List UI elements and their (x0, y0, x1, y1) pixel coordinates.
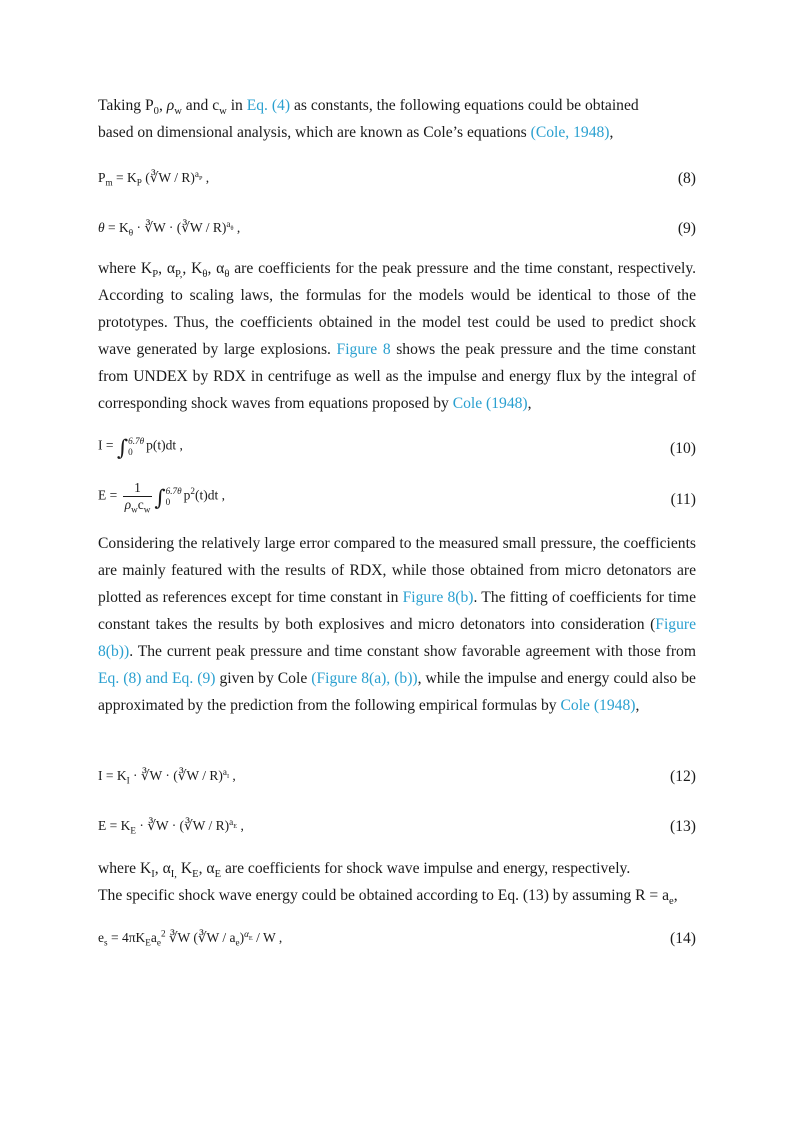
equation-body (98, 818, 244, 834)
paragraph-impulse-energy (98, 855, 696, 909)
text: are coefficients for shock wave impulse and energy, respectively. (221, 860, 631, 877)
text: c (137, 497, 144, 512)
text: P (136, 177, 142, 188)
text: E (130, 825, 136, 836)
text: θ (128, 227, 134, 238)
text: P (152, 269, 159, 281)
text: I, (170, 869, 177, 881)
equation-number: (12) (670, 768, 696, 785)
text: E (248, 934, 253, 942)
text: P (198, 174, 203, 182)
text: = K (116, 170, 137, 185)
text: E = (98, 487, 121, 503)
equation-number: (14) (670, 930, 696, 947)
text: 0 (153, 106, 159, 118)
text: The specific shock wave energy could be obtained according to Eq. (13) by assuming R = a (98, 887, 670, 904)
equation-10 (98, 436, 696, 470)
text: θ (98, 220, 105, 235)
text: m (105, 177, 113, 188)
equation-8 (98, 170, 696, 204)
text: E (145, 937, 151, 948)
text: e (156, 937, 161, 948)
text: , (527, 395, 532, 412)
text: in (226, 97, 247, 114)
text: , (237, 818, 244, 833)
text: a (150, 930, 157, 945)
text: wave generated by large explosions. (98, 341, 337, 358)
text: coefficients are mainly featured with the results of RDX, while those obtained from micro (98, 535, 696, 579)
equation-13 (98, 818, 696, 852)
text: , (609, 124, 614, 141)
text: , (202, 170, 210, 185)
text: E = K (98, 818, 131, 833)
text: E (233, 822, 238, 830)
text: e (669, 896, 674, 908)
text: as constants, the following equations could be obtained (290, 97, 639, 114)
text: p(t)dt , (146, 437, 183, 453)
paragraph-coefficients (98, 255, 696, 417)
text: where K (98, 860, 152, 877)
paragraph-intro (98, 92, 696, 146)
text: detonators are plotted as references except for time constant in (98, 562, 696, 606)
equation-body (98, 768, 236, 784)
equation-body (98, 436, 183, 461)
text: , K (182, 260, 203, 277)
text: shows the peak pressure and the time constant (390, 341, 696, 358)
text: agreement with those from (525, 643, 696, 660)
text: w (219, 106, 227, 118)
text: 6.7θ (128, 436, 145, 447)
equation-body (98, 170, 209, 186)
eq8-eq9-link[interactable]: Eq. (8) and Eq. (9) (98, 670, 216, 687)
text: 0 (165, 496, 171, 507)
equation-12 (98, 768, 696, 802)
text: , α (154, 860, 171, 877)
text: θ (202, 269, 208, 281)
text: and c (181, 97, 220, 114)
integral-sign: ∫ (154, 485, 166, 511)
text: Considering the relatively large error compared to the measured small pressure, the (98, 535, 620, 552)
integral-limits (128, 436, 144, 456)
text: ρ (166, 97, 175, 114)
text: P, (175, 269, 183, 281)
text: , (673, 887, 678, 904)
equation-14 (98, 930, 696, 964)
text: · ∛W · (∛W / R) (135, 818, 230, 833)
text: ) (239, 930, 245, 945)
text: Taking P (98, 97, 154, 114)
text: According to scaling laws, the formulas for the models would be identical to those of the (98, 287, 696, 304)
text: w (174, 106, 182, 118)
integral-limits (166, 486, 182, 506)
text: I (226, 772, 230, 780)
equation-11 (98, 480, 696, 524)
text: E (192, 869, 199, 881)
equation-body (98, 480, 225, 513)
text: a (226, 218, 231, 229)
paragraph-considering (98, 530, 696, 719)
equation-9 (98, 220, 696, 254)
text: , (158, 97, 167, 114)
text: 2 (190, 486, 195, 497)
text: based on dimensional analysis, which are known as Cole’s equations (98, 124, 531, 141)
equation-number: (10) (670, 440, 696, 457)
text: , while the (417, 670, 484, 687)
text: 2 (160, 928, 166, 939)
text: 1 (123, 480, 153, 497)
text: I (126, 775, 130, 786)
text: a (229, 816, 234, 827)
text: · ∛W · (∛W / R) (136, 220, 227, 235)
text: = 4πK (107, 930, 146, 945)
text: , (229, 768, 236, 783)
text: α (244, 928, 249, 939)
text: corresponding shock waves from equations proposed by (98, 395, 453, 412)
figure-8b-link[interactable]: Figure 8(b)) (98, 616, 696, 660)
text: p (183, 487, 191, 503)
text: / W , (252, 930, 283, 945)
figure-8ab-link[interactable]: (Figure 8(a), (b)) (311, 670, 418, 687)
text: w (143, 504, 151, 515)
text: θ (230, 224, 234, 232)
text: E (214, 869, 222, 881)
equation-number: (9) (677, 220, 696, 237)
text: a (194, 168, 199, 179)
text: . The fitting of (473, 589, 566, 606)
text: θ (224, 269, 230, 281)
eq4-link[interactable]: Eq. (4) (246, 97, 291, 114)
text: I = (98, 437, 117, 453)
text: consideration ( (560, 616, 656, 633)
text: = K (108, 220, 129, 235)
text: e (98, 930, 104, 945)
text: , (233, 220, 241, 235)
text: e (235, 937, 240, 948)
text: empirical formulas by (418, 697, 561, 714)
cole-1948-link[interactable]: Cole (1948) (560, 697, 636, 714)
text: impulse and energy could also be approximated by the prediction from the following (98, 670, 696, 714)
text: I (151, 869, 155, 881)
fraction (123, 480, 153, 513)
cole-1948-link[interactable]: (Cole, 1948) (530, 124, 610, 141)
text: given by Cole (215, 670, 312, 687)
text: ρ (124, 497, 132, 512)
text: are coefficients for the peak pressure and the time constant, respectively. (229, 260, 697, 277)
text: ∛W (∛W / a (165, 930, 236, 945)
equation-body (98, 930, 282, 946)
text: I = K (98, 768, 127, 783)
text: · ∛W · (∛W / R) (129, 768, 223, 783)
text: P (98, 170, 106, 185)
text: prototypes. Thus, the coefficients obtained in the model test could be used to predict shock (98, 314, 696, 331)
text: (∛W / R) (145, 170, 195, 185)
text: (t)dt , (194, 487, 225, 503)
text: , α (158, 260, 175, 277)
text: K (176, 860, 193, 877)
text: w (131, 504, 138, 515)
equation-number: (8) (677, 170, 696, 187)
equation-number: (13) (670, 818, 696, 835)
text: a (222, 766, 227, 777)
text: where K (98, 260, 153, 277)
equation-number: (11) (670, 491, 696, 508)
text: . The current peak pressure and time constant show favorable (129, 643, 521, 660)
figure-8b-link[interactable]: Figure 8(b) (402, 589, 474, 606)
text: 0 (128, 446, 133, 457)
figure-8-link[interactable]: Figure 8 (336, 341, 391, 358)
text: s (104, 937, 108, 948)
cole-1948-link[interactable]: Cole (1948) (452, 395, 528, 412)
text: , (635, 697, 640, 714)
equation-body (98, 220, 240, 236)
text: coefficients for time constant takes the results by both explosives and micro detonators into (98, 589, 696, 633)
text: , α (207, 260, 225, 277)
text: from UNDEX by RDX in centrifuge as well as the impulse and energy flux by the integral of (98, 368, 696, 385)
integral-sign: ∫ (116, 436, 129, 461)
text: , α (198, 860, 215, 877)
text: 6.7θ (165, 486, 182, 497)
